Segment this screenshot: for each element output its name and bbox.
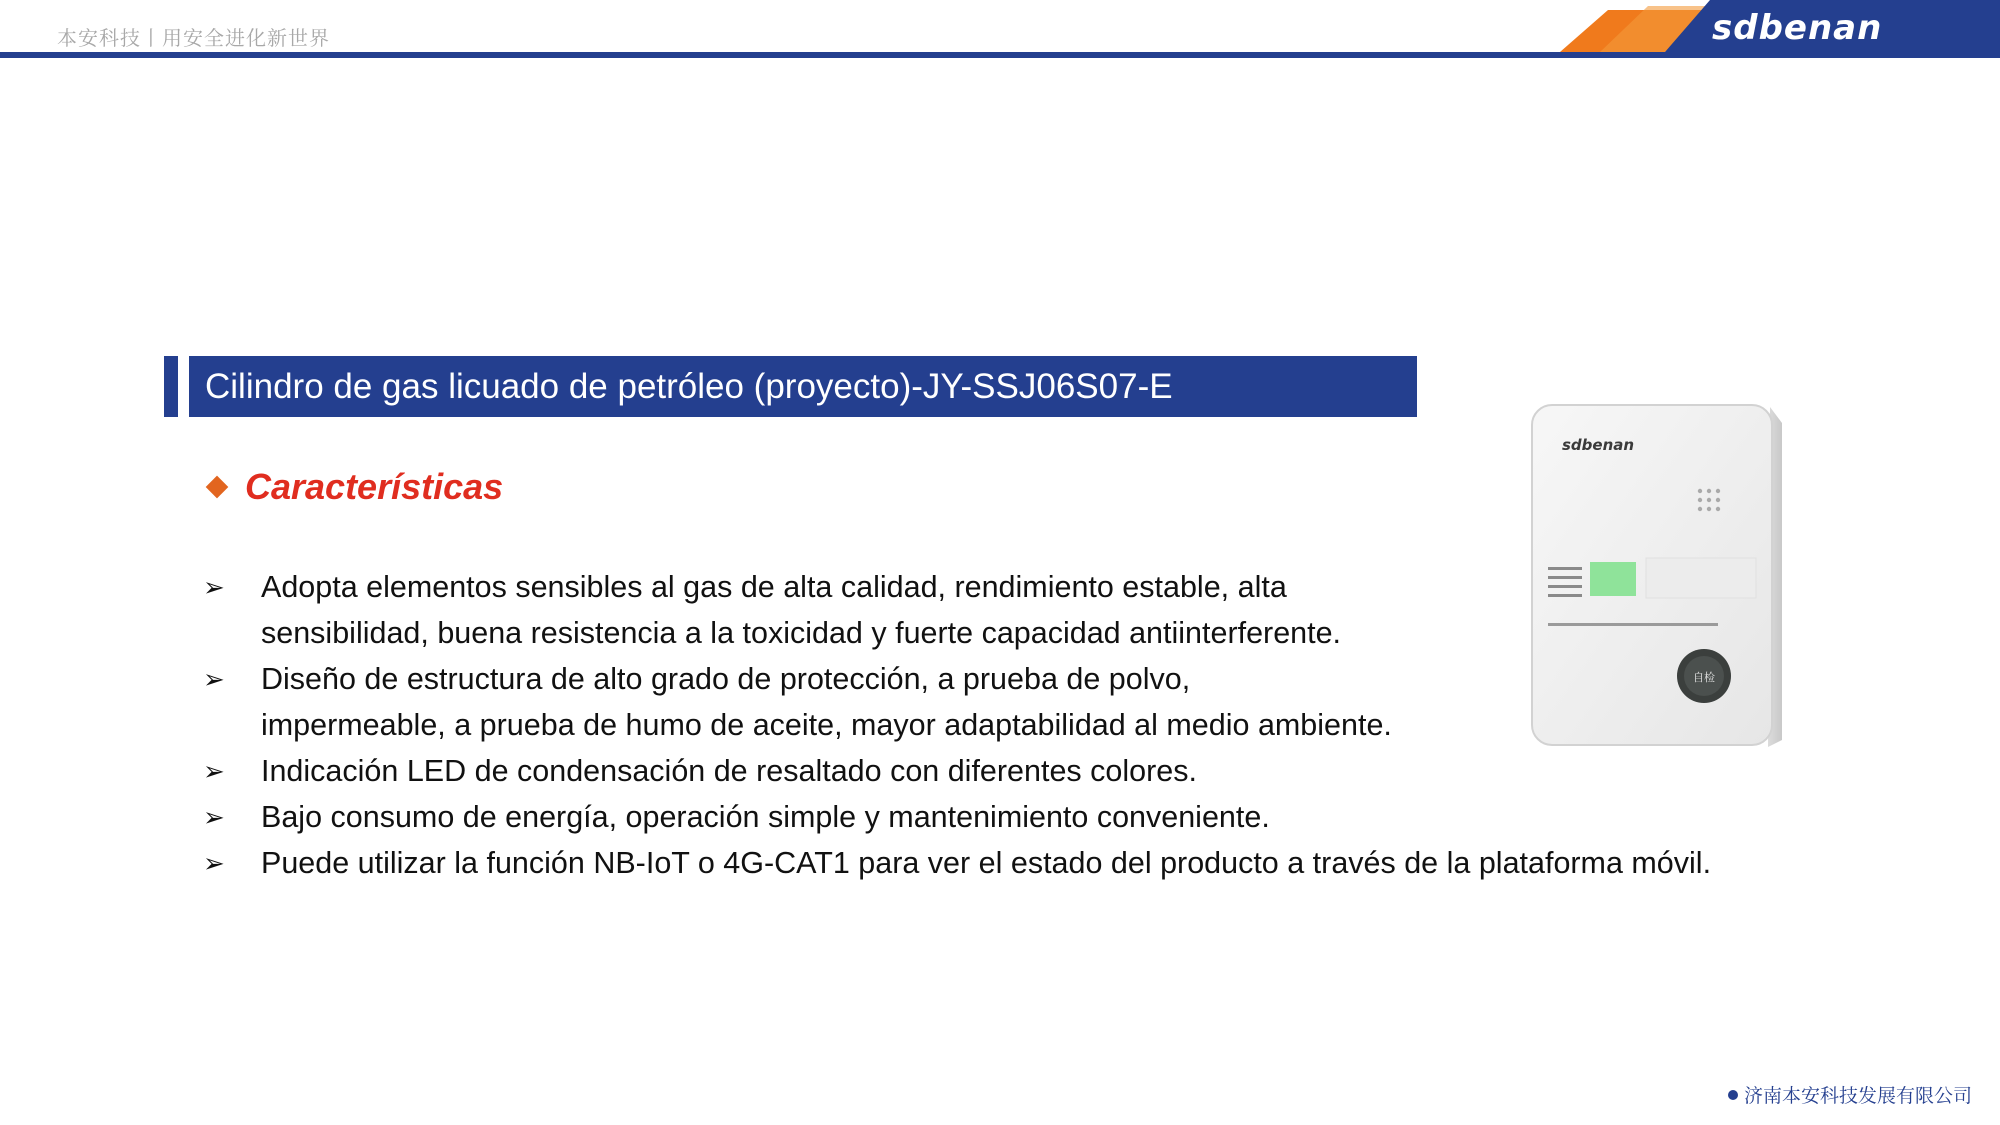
bullet-dot-icon	[1728, 1090, 1738, 1100]
feature-item	[203, 840, 1903, 886]
led-indicator-green	[1590, 562, 1636, 596]
footer-company	[1728, 1081, 1972, 1108]
gas-detector-illustration	[1520, 395, 1800, 755]
arrow-bullet-icon: ➢	[203, 572, 225, 602]
display-window	[1646, 558, 1756, 598]
header-tagline: 本安科技丨用安全进化新世界	[57, 26, 330, 50]
speaker-grille	[1698, 489, 1720, 511]
self-test-label: 自检	[1693, 671, 1715, 684]
section-heading	[206, 466, 503, 508]
device-logo: sdbenan	[1562, 436, 1635, 454]
feature-line: Adopta elementos sensibles al gas de alta calidad, rendimiento estable, alta	[261, 570, 1287, 604]
brand-logo: sdbenan	[1712, 8, 1883, 48]
device-notes-text	[1548, 623, 1718, 626]
arrow-bullet-icon: ➢	[203, 664, 225, 694]
feature-line: Diseño de estructura de alto grado de protección, a prueba de polvo,	[261, 662, 1191, 696]
feature-item	[203, 794, 1903, 840]
footer-company-name: 济南本安科技发展有限公司	[1743, 1086, 1972, 1107]
title-bar	[189, 356, 1417, 417]
feature-line: Puede utilizar la función NB-IoT o 4G-CAT1 para ver el estado del producto a través de la plataforma móvil.	[261, 846, 1712, 880]
feature-line: Bajo consumo de energía, operación simple y mantenimiento conveniente.	[261, 800, 1270, 834]
header-divider	[0, 52, 2000, 58]
page-title: Cilindro de gas licuado de petróleo (proyecto)-JY-SSJ06S07-E	[205, 366, 1173, 406]
section-title: Características	[245, 466, 504, 507]
arrow-bullet-icon: ➢	[203, 802, 225, 832]
title-accent-bar	[164, 356, 178, 417]
feature-line: sensibilidad, buena resistencia a la toxicidad y fuerte capacidad antiinterferente.	[261, 616, 1342, 650]
product-image-gas-detector	[1520, 395, 1800, 755]
arrow-bullet-icon: ➢	[203, 848, 225, 878]
diamond-bullet-icon	[206, 476, 229, 499]
feature-line: Indicación LED de condensación de resaltado con diferentes colores.	[261, 754, 1197, 788]
feature-line: impermeable, a prueba de humo de aceite, mayor adaptabilidad al medio ambiente.	[261, 708, 1392, 742]
arrow-bullet-icon: ➢	[203, 756, 225, 786]
